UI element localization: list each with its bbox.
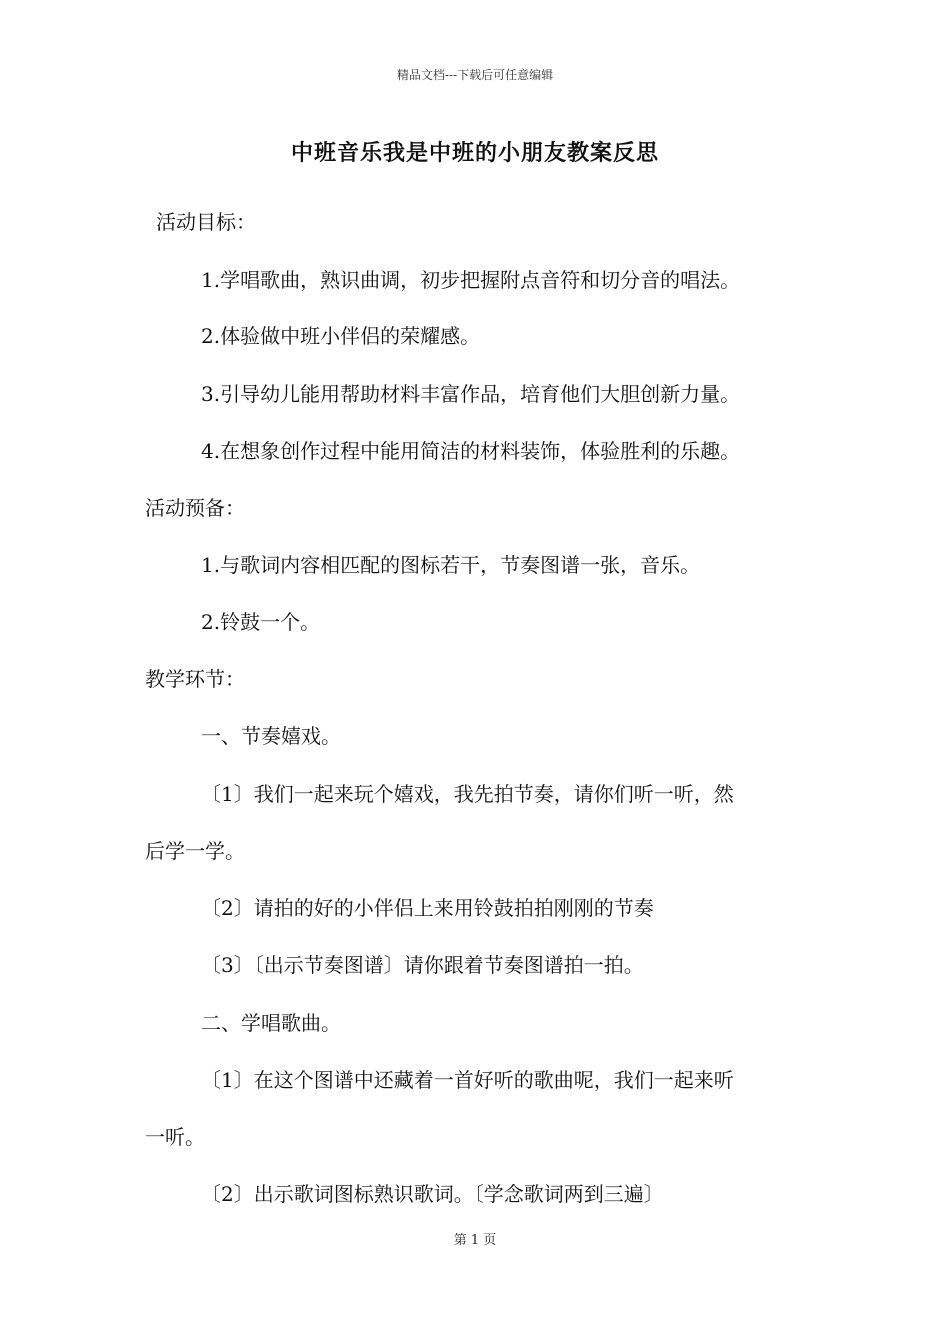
document-title: 中班音乐我是中班的小朋友教案反思 [290, 140, 659, 166]
prep-item: 1.与歌词内容相匹配的图标若干，节奏图谱一张，音乐。 [201, 553, 701, 577]
goal-item: 1.学唱歌曲，熟识曲调，初步把握附点音符和切分音的唱法。 [201, 268, 741, 292]
section2-line: 一听。 [145, 1125, 205, 1149]
steps-heading: 教学环节： [145, 667, 245, 691]
section1-line: 〔3〕〔出示节奏图谱〕请你跟着节奏图谱拍一拍。 [201, 953, 644, 977]
goal-item: 4.在想象创作过程中能用简洁的材料装饰，体验胜利的乐趣。 [201, 439, 741, 463]
goal-item: 3.引导幼儿能用帮助材料丰富作品，培育他们大胆创新力量。 [201, 382, 741, 406]
section2-line: 〔1〕在这个图谱中还藏着一首好听的歌曲呢，我们一起来听 [201, 1068, 734, 1092]
section1-line: 后学一学。 [145, 839, 245, 863]
section1-heading: 一、节奏嬉戏。 [201, 724, 341, 748]
section1-line: 〔1〕我们一起来玩个嬉戏，我先拍节奏，请你们听一听，然 [201, 782, 734, 806]
prep-heading: 活动预备： [145, 496, 245, 520]
section2-line: 〔2〕出示歌词图标熟识歌词。〔学念歌词两到三遍〕 [201, 1182, 664, 1206]
goal-item: 2.体验做中班小伴侣的荣耀感。 [201, 324, 481, 348]
page-number: 第 1 页 [453, 1233, 497, 1248]
page-header: 精品文档---下载后可任意编辑 [396, 68, 554, 82]
goals-heading: 活动目标： [156, 210, 256, 234]
section2-heading: 二、学唱歌曲。 [201, 1011, 341, 1035]
prep-item: 2.铃鼓一个。 [201, 610, 321, 634]
section1-line: 〔2〕请拍的好的小伴侣上来用铃鼓拍拍刚刚的节奏 [201, 896, 654, 920]
